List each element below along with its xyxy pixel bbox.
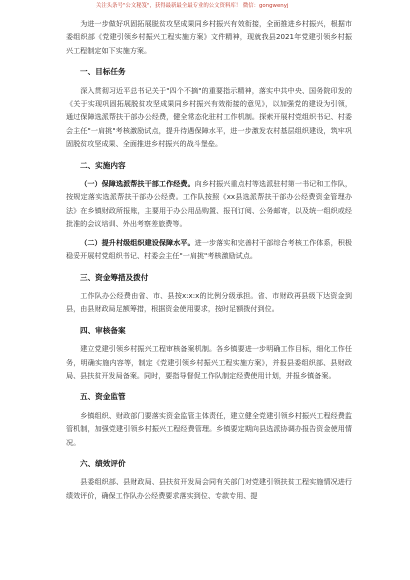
section-paragraph: 县委组织部、县财政局、县扶贫开发局会同有关部门对党建引领扶贫工程实施情况进行绩效评价，确保工作队办公经费要求落实到位、专款专用、提 (66, 477, 352, 500)
section-title-funding: 三、资金筹措及拨付 (80, 272, 149, 282)
section-paragraph: 建立党建引领乡村振兴工程审核备案机制。各乡镇要进一步明确工作目标，细化工作任务，明确实施内容等，制定《党建引领乡村振兴工程实施方案》，并报县委组织部、县财政局、县扶贫开发局备案。同时，要指导督促工作队制定经费使用计划，并报乡镇备案。 (66, 344, 352, 380)
section-title-content: 二、实施内容 (80, 160, 126, 170)
section-title-supervision: 五、资金监管 (80, 392, 126, 402)
content-item-2 (66, 236, 352, 263)
section-paragraph: 工作队办公经费由省、市、县按x:x:x的比例分级承担。省、市财政再县级下达资金到县，由县财政局足额筹措，根据资金使用要求，按时足额拨付到位。 (66, 290, 352, 314)
section-title-review: 四、审核备案 (80, 325, 126, 335)
item-text: 向乡村振兴重点村等选派驻村第一书记和工作队，按规定落实选派帮扶干部办公经费。工作队按照《xx县选派帮扶干部办公经费资金管理办法》在乡镇财政所报账，主要用于办公用品购置、报刊订阅、公务邮寄，以及统一组织或经批准的会议培训、外出考察差旅费等。 (66, 179, 353, 229)
section-paragraph: 深入贯彻习近平总书记关于"四个不摘"的重要指示精神，落实中共中央、国务院印发的《关于实现巩固拓展脱贫攻坚成果同乡村振兴有效衔接的意见》，以加强党的建设为引领，通过保障选派帮扶干部办公经费，健全常态化驻村工作机制。探索开展村党组织书记、村委会主任"一肩挑"考核激励试点，提升待遇保障水平，进一步激发农村基层组织建设，筑牢巩固脱贫攻坚成果、全面推进乡村振兴的战斗堡垒。 (66, 85, 352, 149)
item-lead: （二）提升村级组织建设保障水平。 (80, 237, 195, 247)
item-lead: （一）保障选派帮扶干部工作经费。 (80, 179, 195, 189)
document-body (66, 17, 352, 502)
intro-paragraph: 为进一步做好巩固拓展脱贫攻坚成果同乡村振兴有效衔接，全面推进乡村振兴，根据市委组织部《党建引领乡村振兴工程实施方案》文件精神，现就我县2021年党建引领乡村振兴工程制定如下实施方案。 (66, 19, 352, 55)
section-title-goals: 一、目标任务 (80, 67, 126, 77)
section-title-evaluation: 六、绩效评价 (80, 458, 126, 468)
content-item-1 (66, 177, 352, 231)
section-paragraph: 乡镇组织、财政部门要落实资金监管主体责任，建立健全党建引领乡村振兴工程经费监管机制，加强党建引领乡村振兴工程经费管理。乡镇要定期向县选派协调办报告资金使用情况。 (66, 410, 352, 447)
watermark: 关注头条号"公文秘笈"，获得最新最全最专业的公文资料库！ 微信：gongwenyj (96, 3, 289, 9)
item-text: 进一步落实和完善村干部综合考核工作体系，积极稳妥开展村党组织书记、村委会主任"一肩挑"考核激励试点。 (66, 237, 353, 261)
